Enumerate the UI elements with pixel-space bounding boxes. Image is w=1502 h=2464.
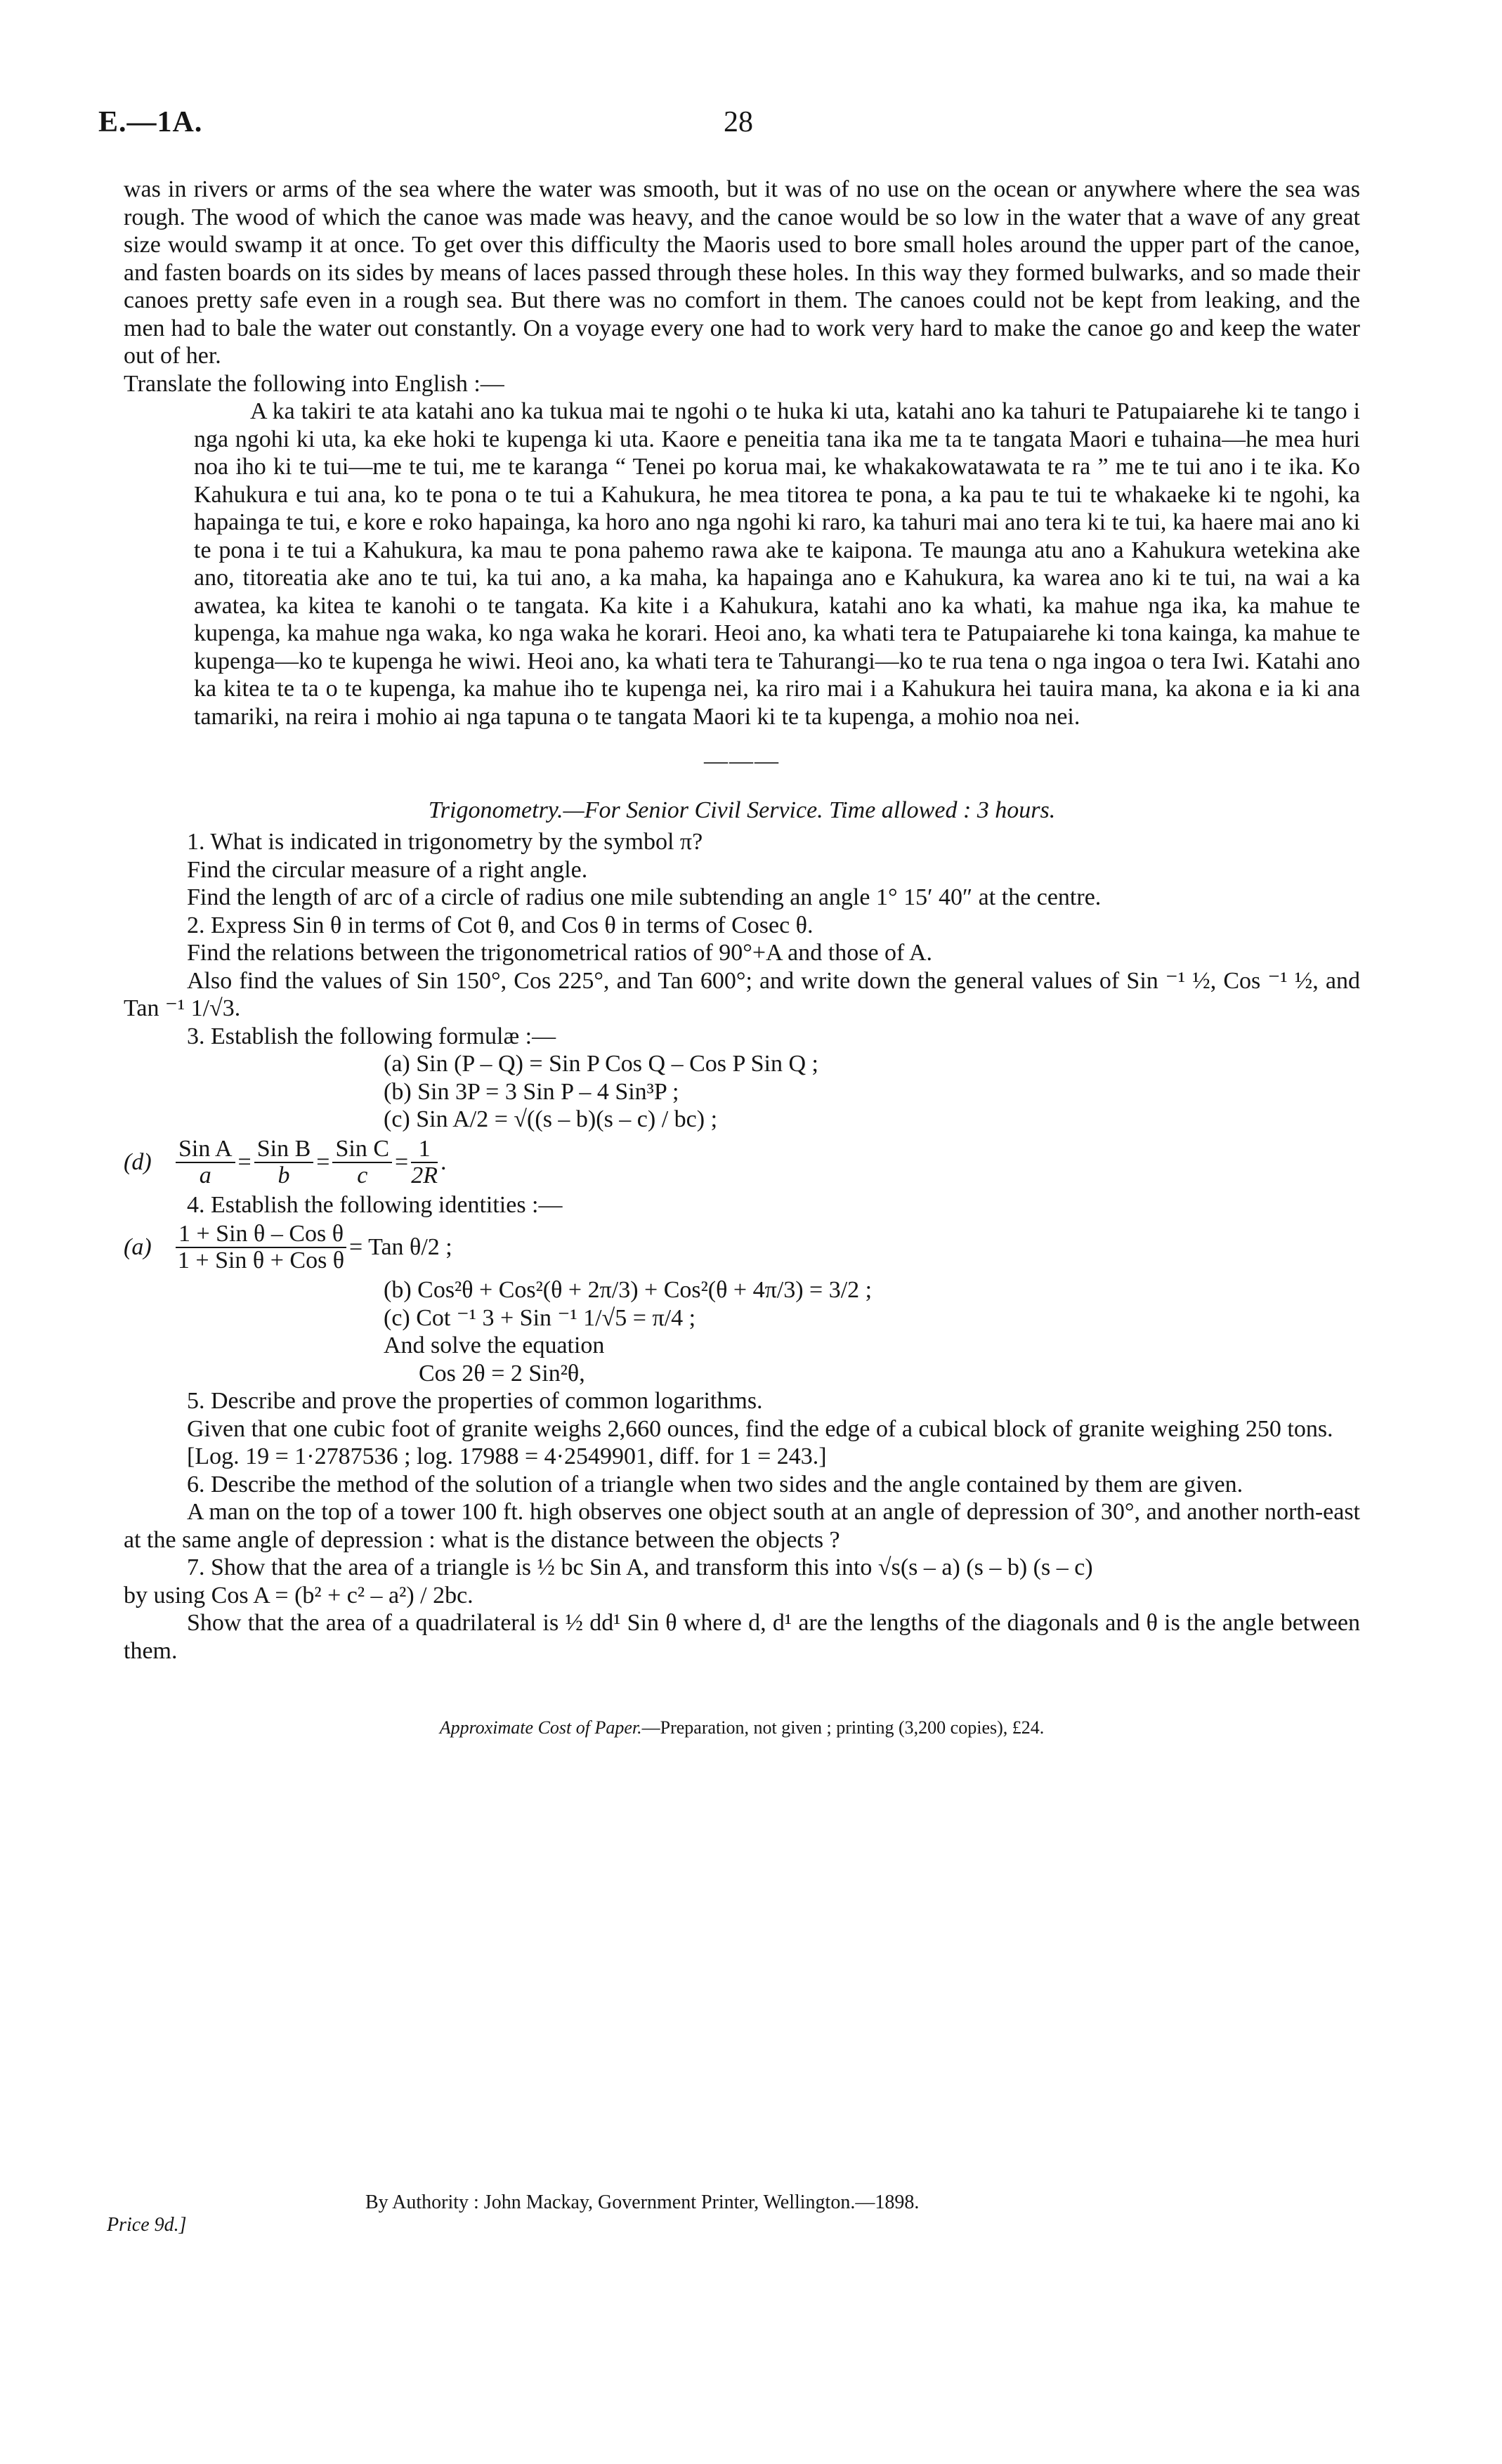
q4-intro: 4. Establish the following identities :— <box>187 1191 563 1218</box>
q3-formula-d: (d) $\frac{\text{Sin A}}{a}$ = $\frac{\text{Sin B}}{b}$ = $\frac{\text{Sin C}}{c}$ = $\frac{1}{2R}$ . <box>124 1135 447 1188</box>
q2-line: 2. Express Sin θ in terms of Cot θ, and Cos θ in terms of Cosec θ. <box>187 912 814 938</box>
q3-formula-a: (a) Sin (P – Q) = Sin P Cos Q – Cos P Sin Q ; <box>384 1051 818 1077</box>
q3-d-tag: (d) <box>124 1148 152 1175</box>
q1-line: Find the circular measure of a right angle. <box>187 856 588 883</box>
q4-a-rhs: = Tan θ/2 ; <box>349 1234 452 1261</box>
q4-identity-c: (c) Cot ⁻¹ 3 + Sin ⁻¹ 1/√5 = π/4 ; <box>384 1304 696 1331</box>
fraction <box>411 1136 438 1188</box>
cost-note-text: —Preparation, not given ; printing (3,200 copies), £24. <box>641 1717 1045 1738</box>
fraction-numerator: 1 + Sin θ – Cos θ <box>176 1221 346 1248</box>
q6-line: A man on the top of a tower 100 ft. high observes one object south at an angle of depression of 30°, and another north-east at the same angle of depression : what is the distance between the objects ? <box>124 1499 1360 1553</box>
q5-line: 5. Describe and prove the properties of common logarithms. <box>187 1388 763 1414</box>
page-body <box>124 176 1360 1742</box>
fraction <box>176 1136 235 1188</box>
fraction-numerator: Sin A <box>176 1136 235 1163</box>
printer-authority: By Authority : John Mackay, Government Printer, Wellington.—1898. <box>365 2191 920 2213</box>
q4-identity-a <box>124 1221 1360 1273</box>
price: Price 9d.] <box>107 2214 187 2236</box>
q4-identity-b: (b) Cos²θ + Cos²(θ + 2π/3) + Cos²(θ + 4π/3) = 3/2 ; <box>384 1277 873 1303</box>
page-number: 28 <box>724 106 753 138</box>
fraction-denominator: 1 + Sin θ + Cos θ <box>177 1247 345 1273</box>
fraction-numerator: Sin B <box>254 1136 314 1163</box>
q5-line: Given that one cubic foot of granite weighs 2,660 ounces, find the edge of a cubical block of granite weighing 250 tons. <box>187 1415 1333 1442</box>
q2-line: Also find the values of Sin 150°, Cos 225°, and Tan 600°; and write down the general values of Sin ⁻¹ ½, Cos ⁻¹ ½, and Tan ⁻¹ 1/√3. <box>124 967 1360 1021</box>
fraction <box>332 1136 392 1188</box>
english-passage: was in rivers or arms of the sea where the water was smooth, but it was of no use on the ocean or anywhere where the sea was rough. The wood of which the canoe was made was heavy, and the canoe would be so low in the water that a wave of any great size would swamp it at once. To get over this difficulty the Maoris used to bore small holes around the upper part of the canoe, and fasten boards on its sides by means of laces passed through these holes. In this way they formed bulwarks, and so made their canoes pretty safe even in a rough sea. But there was no comfort in them. The canoes could not be kept from leaking, and the men had to bale the water out constantly. On a voyage every one had to work very hard to make the canoe go and keep the water out of her. <box>124 176 1360 369</box>
fraction <box>176 1221 346 1273</box>
maori-passage: A ka takiri te ata katahi ano ka tukua mai te ngohi o te huka ki uta, katahi ano ka tahuri te Patupaiarehe ki te tango i nga ngohi ki uta, ka eke hoki te kupenga ki uta. Kaore e peneitia tana ika me ta te tangata Maori e tuhaina—he mea huri noa iho ki te tui—me te tui, me te karanga “ Tenei po korua mai, ke whakakowatawata te ra ” me te tui ano i te ika. Ko Kahukura e tui ana, ko te pona o te tui a Kahukura, he mea titorea te pona, a ka pau te tui te whakaeke ki te ngohi, ka hapainga te tui, e kore e roko hapainga, ka horo ano nga ngohi ki raro, ka tahuri mai ano tera ki te tui, ka haere mai ano ki te pona i te tui a Kahukura, ka mau te pona pahemo rawa ake te kaipona. Te maunga atu ano a Kahukura wetekina ake ano, titoreatia ake ano te tui, ka tui ano, a ka maha, ka hapainga ano e Kahukura, ka warea ano ki te tui, na wai a ka awatea, ka kitea te kanohi o te tangata. Ka kite i a Kahukura, katahi ano ka whati, ka mahue nga ika, ka mahue te kupenga, ka mahue nga waka, ko nga waka he korari. Heoi ano, ka whati tera te Patupaiarehe ki tona kainga, ka mahue te kupenga—ko te kupenga he wiwi. Heoi ano, ka whati tera te Tahurangi—ko te rua tena o nga ingoa o tera Iwi. Katahi ano ka kitea te ta o te kupenga, ka mahue iho te kupenga nei, ka riro mai i a Kahukura hei tauira mana, ka akona e ia ki ana tamariki, na reira i mohio ai nga tapuna o te tangata Maori ki te ta kupenga, a mohio noa nei. <box>194 398 1360 730</box>
fraction <box>254 1136 314 1188</box>
q5-line: [Log. 19 = 1·2787536 ; log. 17988 = 4·2549901, diff. for 1 = 243.] <box>187 1443 827 1469</box>
q3-formula-b: (b) Sin 3P = 3 Sin P – 4 Sin³P ; <box>384 1078 679 1105</box>
q1-line: Find the length of arc of a circle of radius one mile subtending an angle 1° 15′ 40″ at the centre. <box>187 884 1102 910</box>
q7-line: Show that the area of a quadrilateral is ½ dd¹ Sin θ where d, d¹ are the lengths of the diagonals and θ is the angle between them. <box>124 1610 1360 1664</box>
fraction-denominator: 2R <box>411 1162 438 1188</box>
q7-line: by using Cos A = (b² + c² – a²) / 2bc. <box>124 1582 474 1608</box>
q4-equation: Cos 2θ = 2 Sin²θ, <box>419 1360 585 1387</box>
fraction-numerator: 1 <box>411 1136 438 1163</box>
fraction-denominator: c <box>357 1162 368 1188</box>
fraction-denominator: b <box>277 1162 290 1188</box>
fraction-numerator: Sin C <box>332 1136 392 1163</box>
paper-reference: E.—1A. <box>98 106 203 138</box>
cost-note <box>124 1714 1360 1742</box>
q4-a-tag: (a) <box>124 1234 152 1261</box>
exam-title: Trigonometry.—For Senior Civil Service. Time allowed : 3 hours. <box>428 797 1056 823</box>
q4-solve-label: And solve the equation <box>384 1332 605 1358</box>
q2-line: Find the relations between the trigonometrical ratios of 90°+A and those of A. <box>187 940 933 966</box>
q6-line: 6. Describe the method of the solution of a triangle when two sides and the angle contained by them are given. <box>187 1471 1243 1498</box>
q3-intro: 3. Establish the following formulæ :— <box>187 1023 556 1049</box>
q3-formula-c: (c) Sin A/2 = √((s – b)(s – c) / bc) ; <box>384 1106 718 1132</box>
q7-line: 7. Show that the area of a triangle is ½ bc Sin A, and transform this into √s(s – a) (s – b) (s – c) <box>187 1554 1093 1580</box>
cost-note-label: Approximate Cost of Paper. <box>439 1717 642 1738</box>
q1-line: 1. What is indicated in trigonometry by the symbol π? <box>187 829 703 855</box>
section-separator: ——— <box>704 748 780 774</box>
translate-heading: Translate the following into English :— <box>124 370 504 397</box>
fraction-denominator: a <box>199 1162 211 1188</box>
